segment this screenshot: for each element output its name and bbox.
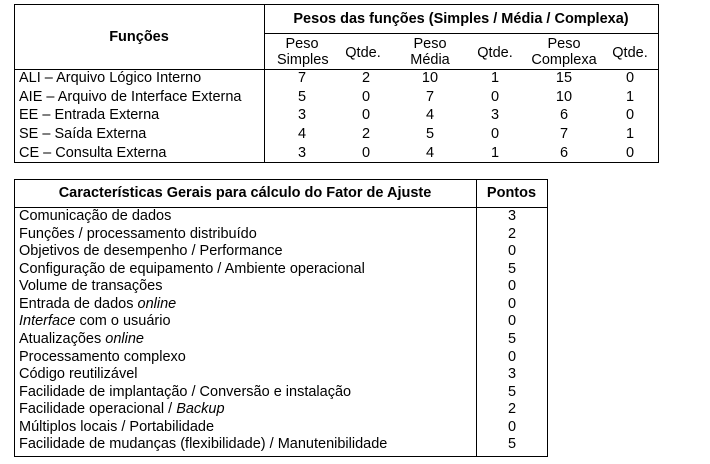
characteristic-label: Funções / processamento distribuído: [19, 226, 257, 242]
points-value: 0: [507, 349, 517, 365]
value-cell: 3: [297, 107, 307, 123]
caracteristicas-header: Características Gerais para cálculo do Fator de Ajuste: [58, 185, 432, 201]
pesos-header: Pesos das funções (Simples / Média / Complexa): [293, 11, 629, 27]
value-cell: 7: [559, 126, 569, 142]
points-value: 5: [507, 436, 517, 452]
characteristic-label: Interface com o usuário: [19, 313, 171, 329]
value-cell: 0: [361, 107, 371, 123]
value-cell: 5: [297, 89, 307, 105]
value-cell: 0: [625, 145, 635, 161]
value-cell: 15: [555, 70, 573, 86]
value-cell: 2: [361, 70, 371, 86]
characteristic-label: Objetivos de desempenho / Performance: [19, 243, 283, 259]
characteristic-label: Facilidade de implantação / Conversão e instalação: [19, 384, 352, 400]
value-cell: 0: [361, 145, 371, 161]
characteristic-label: Entrada de dados online: [19, 296, 177, 312]
value-cell: 1: [625, 126, 635, 142]
characteristic-label: Facilidade de mudanças (flexibilidade) / Manutenibilidade: [19, 436, 388, 452]
characteristic-label: Facilidade operacional / Backup: [19, 401, 225, 417]
points-value: 5: [507, 331, 517, 347]
value-cell: 3: [297, 145, 307, 161]
points-value: 3: [507, 366, 517, 382]
funcoes-header: Funções: [109, 29, 169, 45]
points-value: 0: [507, 313, 517, 329]
table1-bottom-border: [14, 162, 659, 163]
value-cell: 0: [490, 89, 500, 105]
value-cell: 0: [361, 89, 371, 105]
subheader-peso-media: Peso Média: [410, 36, 450, 68]
points-value: 5: [507, 261, 517, 277]
table2-column-divider: [476, 179, 477, 456]
value-cell: 3: [490, 107, 500, 123]
value-cell: 1: [490, 70, 500, 86]
points-value: 0: [507, 278, 517, 294]
subheader-peso-complexa: Peso Complexa: [531, 36, 597, 68]
value-cell: 4: [297, 126, 307, 142]
characteristic-label: Atualizações online: [19, 331, 144, 347]
value-cell: 4: [425, 107, 435, 123]
points-value: 2: [507, 226, 517, 242]
table1-right-border: [658, 4, 659, 162]
row-label: CE – Consulta Externa: [19, 145, 167, 161]
value-cell: 0: [625, 107, 635, 123]
value-cell: 10: [421, 70, 439, 86]
table1-top-border: [14, 4, 659, 5]
table1-column-divider: [264, 4, 265, 162]
value-cell: 10: [555, 89, 573, 105]
pontos-header: Pontos: [486, 185, 537, 201]
value-cell: 1: [625, 89, 635, 105]
value-cell: 5: [425, 126, 435, 142]
table2-left-border: [14, 179, 15, 456]
points-value: 0: [507, 296, 517, 312]
value-cell: 6: [559, 145, 569, 161]
subheader-qtde-media: Qtde.: [477, 45, 513, 61]
characteristic-label: Volume de transações: [19, 278, 163, 294]
value-cell: 0: [625, 70, 635, 86]
table2-top-border: [14, 179, 548, 180]
characteristic-label: Configuração de equipamento / Ambiente operacional: [19, 261, 365, 277]
value-cell: 0: [490, 126, 500, 142]
value-cell: 7: [425, 89, 435, 105]
points-value: 0: [507, 419, 517, 435]
subheader-qtde-complexa: Qtde.: [612, 45, 648, 61]
points-value: 2: [507, 401, 517, 417]
table2-right-border: [547, 179, 548, 456]
value-cell: 2: [361, 126, 371, 142]
table1-left-border: [14, 4, 15, 162]
subheader-qtde-simples: Qtde.: [345, 45, 381, 61]
value-cell: 4: [425, 145, 435, 161]
value-cell: 1: [490, 145, 500, 161]
points-value: 3: [507, 208, 517, 224]
row-label: SE – Saída Externa: [19, 126, 147, 142]
value-cell: 7: [297, 70, 307, 86]
row-label: ALI – Arquivo Lógico Interno: [19, 70, 202, 86]
characteristic-label: Processamento complexo: [19, 349, 186, 365]
points-value: 5: [507, 384, 517, 400]
characteristic-label: Múltiplos locais / Portabilidade: [19, 419, 215, 435]
row-label: EE – Entrada Externa: [19, 107, 160, 123]
subheader-peso-simples: Peso Simples: [277, 36, 329, 68]
row-label: AIE – Arquivo de Interface Externa: [19, 89, 242, 105]
characteristic-label: Código reutilizável: [19, 366, 138, 382]
table1-header-divider: [264, 33, 659, 34]
table2-bottom-border: [14, 456, 548, 457]
value-cell: 6: [559, 107, 569, 123]
points-value: 0: [507, 243, 517, 259]
characteristic-label: Comunicação de dados: [19, 208, 172, 224]
